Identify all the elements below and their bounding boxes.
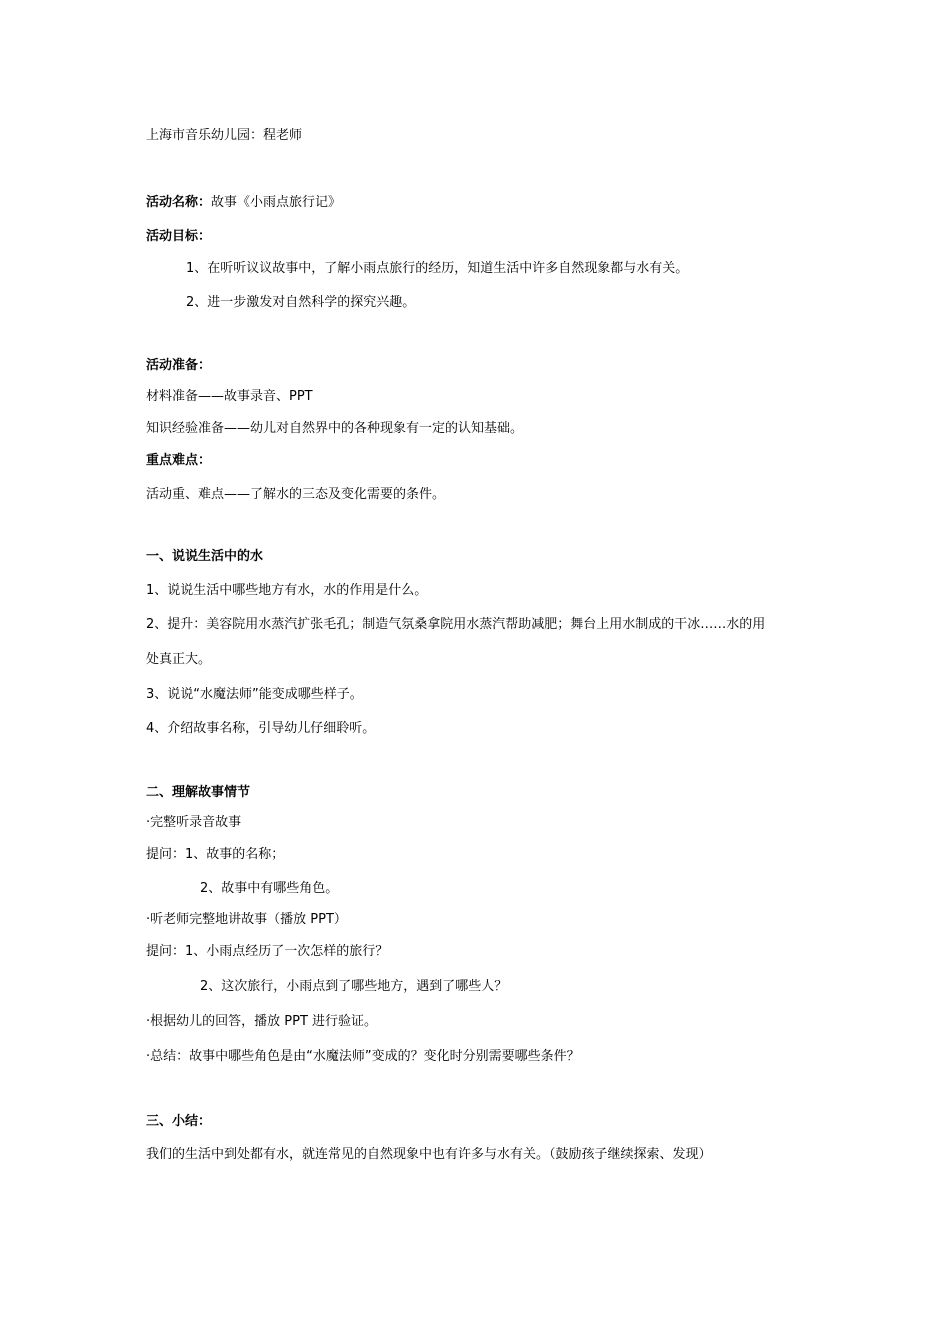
prep-item: 知识经验准备——幼儿对自然界中的各种现象有一定的认知基础。 — [146, 421, 524, 436]
section-1-item: 1、说说生活中哪些地方有水，水的作用是什么。 — [146, 583, 428, 598]
section-2-line: 2、故事中有哪些角色。 — [200, 881, 339, 896]
section-1-item: 2、提升：美容院用水蒸汽扩张毛孔；制造气氛桑拿院用水蒸汽帮助减肥；舞台上用水制成的干冰……水的用 — [146, 617, 766, 632]
section-1-item: 4、介绍故事名称，引导幼儿仔细聆听。 — [146, 721, 376, 736]
section-2-line: ·总结：故事中哪些角色是由“水魔法师”变成的？变化时分别需要哪些条件？ — [146, 1049, 580, 1064]
goals-heading: 活动目标： — [146, 229, 212, 244]
goal-item: 2、进一步激发对自然科学的探究兴趣。 — [186, 295, 416, 310]
key-points-heading: 重点难点： — [146, 453, 212, 468]
section-3-text: 我们的生活中到处都有水，就连常见的自然现象中也有许多与水有关。（鼓励孩子继续探索、发现） — [146, 1147, 712, 1162]
section-2-line: ·根据幼儿的回答，播放 PPT 进行验证。 — [146, 1014, 378, 1029]
activity-name-value: 故事《小雨点旅行记》 — [211, 195, 342, 210]
section-2-line: 提问：1、故事的名称； — [146, 847, 285, 862]
goal-item: 1、在听听议议故事中，了解小雨点旅行的经历，知道生活中许多自然现象都与水有关。 — [186, 261, 689, 276]
activity-name-label: 活动名称： — [146, 195, 212, 210]
key-points-text: 活动重、难点——了解水的三态及变化需要的条件。 — [146, 487, 446, 502]
section-2-line: ·完整听录音故事 — [146, 815, 242, 830]
section-2-line: 提问：1、小雨点经历了一次怎样的旅行？ — [146, 944, 389, 959]
section-1-item: 处真正大。 — [146, 652, 212, 667]
section-1-title: 一、说说生活中的水 — [146, 549, 264, 564]
prep-item: 材料准备——故事录音、PPT — [146, 389, 313, 404]
prep-heading: 活动准备： — [146, 358, 212, 373]
activity-name-line — [146, 195, 341, 211]
section-1-item: 3、说说“水魔法师”能变成哪些样子。 — [146, 687, 363, 702]
author-line: 上海市音乐幼儿园：程老师 — [146, 128, 303, 143]
section-3-title: 三、小结： — [146, 1114, 212, 1129]
section-2-line: ·听老师完整地讲故事（播放 PPT） — [146, 912, 347, 927]
section-2-title: 二、理解故事情节 — [146, 785, 251, 800]
section-2-line: 2、这次旅行，小雨点到了哪些地方，遇到了哪些人？ — [200, 979, 508, 994]
